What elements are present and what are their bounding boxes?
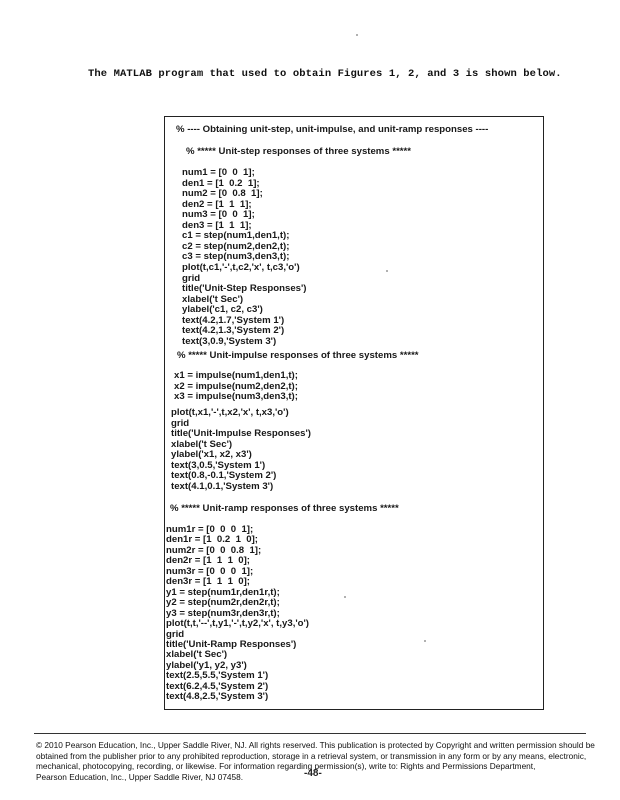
code-line: grid: [166, 628, 185, 640]
code-line: ylabel('x1, x2, x3'): [171, 449, 252, 460]
code-line: xlabel('t Sec'): [166, 649, 228, 661]
code-line: den3 = [1 1 1];: [182, 219, 252, 231]
code-line: text(3,0.5,'System 1'): [171, 459, 266, 471]
code-line: den2 = [1 1 1];: [182, 198, 252, 210]
code-line: title('Unit-Ramp Responses'): [166, 638, 297, 650]
code-line: text(3,0.9,'System 3'): [182, 335, 277, 347]
code-line: x3 = impulse(num3,den3,t);: [174, 391, 298, 402]
scan-speck: [424, 640, 426, 642]
code-line: grid: [182, 272, 201, 284]
code-line: num1 = [0 0 1];: [182, 167, 255, 178]
code-line: num3r = [0 0 0 1];: [166, 565, 254, 577]
copyright-line-2: obtained from the publisher prior to any prohibited reproduction, storage in a retrieval system, or transmission in any form or by any means, electronic,: [36, 750, 587, 761]
code-line: xlabel('t Sec'): [171, 438, 233, 450]
copyright-line-3: mechanical, photocopying, recording, or likewise. For information regarding permission(s), write to: Rights and Permissions Department,: [36, 761, 536, 772]
code-line: den1 = [1 0.2 1];: [182, 177, 260, 189]
code-line: plot(t,x1,'-',t,x2,'x', t,x3,'o'): [171, 407, 289, 418]
code-line: ylabel('y1, y2, y3'): [166, 659, 247, 671]
code-line: title('Unit-Impulse Responses'): [171, 428, 311, 439]
code-line: x2 = impulse(num2,den2,t);: [174, 380, 298, 392]
code-line: xlabel('t Sec'): [182, 293, 244, 305]
code-line: num3 = [0 0 1];: [182, 209, 255, 221]
code-line: num1r = [0 0 0 1];: [166, 524, 254, 535]
code-line: x1 = impulse(num1,den1,t);: [174, 370, 298, 381]
code-line: text(4.1,0.1,'System 3'): [171, 480, 274, 492]
code-header-comment: % ---- Obtaining unit-step, unit-impulse, and unit-ramp responses ----: [176, 124, 489, 135]
intro-sentence: The MATLAB program that used to obtain Figures 1, 2, and 3 is shown below.: [88, 68, 562, 80]
section-comment-unit-step: % ***** Unit-step responses of three systems *****: [186, 146, 412, 157]
code-line: y2 = step(num2r,den2r,t);: [166, 597, 280, 609]
code-line: den2r = [1 1 1 0];: [166, 555, 250, 567]
code-line: num2r = [0 0 0.8 1];: [166, 544, 262, 556]
footer-divider: [34, 733, 586, 734]
code-line: grid: [171, 417, 190, 429]
code-line: text(4.2,1.7,'System 1'): [182, 314, 285, 326]
code-line: num2 = [0 0.8 1];: [182, 188, 263, 200]
code-line: text(6.2,4.5,'System 2'): [166, 680, 269, 692]
page-number: -48-: [304, 768, 322, 779]
scan-speck: [386, 270, 388, 272]
code-line: den1r = [1 0.2 1 0];: [166, 534, 258, 546]
code-line: c3 = step(num3,den3,t);: [182, 251, 290, 263]
code-line: text(4.8,2.5,'System 3'): [166, 691, 269, 703]
code-line: y3 = step(num3r,den3r,t);: [166, 607, 280, 619]
code-line: den3r = [1 1 1 0];: [166, 576, 250, 588]
code-line: text(2.5,5.5,'System 1'): [166, 670, 269, 682]
code-line: c1 = step(num1,den1,t);: [182, 230, 290, 242]
code-line: plot(t,t,'--',t,y1,'-',t,y2,'x', t,y3,'o'): [166, 618, 309, 630]
code-line: c2 = step(num2,den2,t);: [182, 240, 290, 252]
code-line: text(0.8,-0.1,'System 2'): [171, 470, 277, 481]
code-line: plot(t,c1,'-',t,c2,'x', t,c3,'o'): [182, 261, 300, 273]
copyright-line-1: © 2010 Pearson Education, Inc., Upper Saddle River, NJ. All rights reserved. This publication is protected by Copyright and written permission should be: [36, 740, 595, 750]
scan-speck: [356, 34, 358, 36]
code-line: ylabel('c1, c2, c3'): [182, 304, 263, 316]
code-line: y1 = step(num1r,den1r,t);: [166, 586, 280, 598]
section-comment-unit-impulse: % ***** Unit-impulse responses of three systems *****: [177, 350, 419, 361]
scan-speck: [344, 596, 346, 598]
section-comment-unit-ramp: % ***** Unit-ramp responses of three systems *****: [170, 503, 399, 514]
code-line: text(4.2,1.3,'System 2'): [182, 325, 285, 337]
code-line: title('Unit-Step Responses'): [182, 283, 307, 295]
copyright-line-4: Pearson Education, Inc., Upper Saddle River, NJ 07458.: [36, 771, 244, 782]
